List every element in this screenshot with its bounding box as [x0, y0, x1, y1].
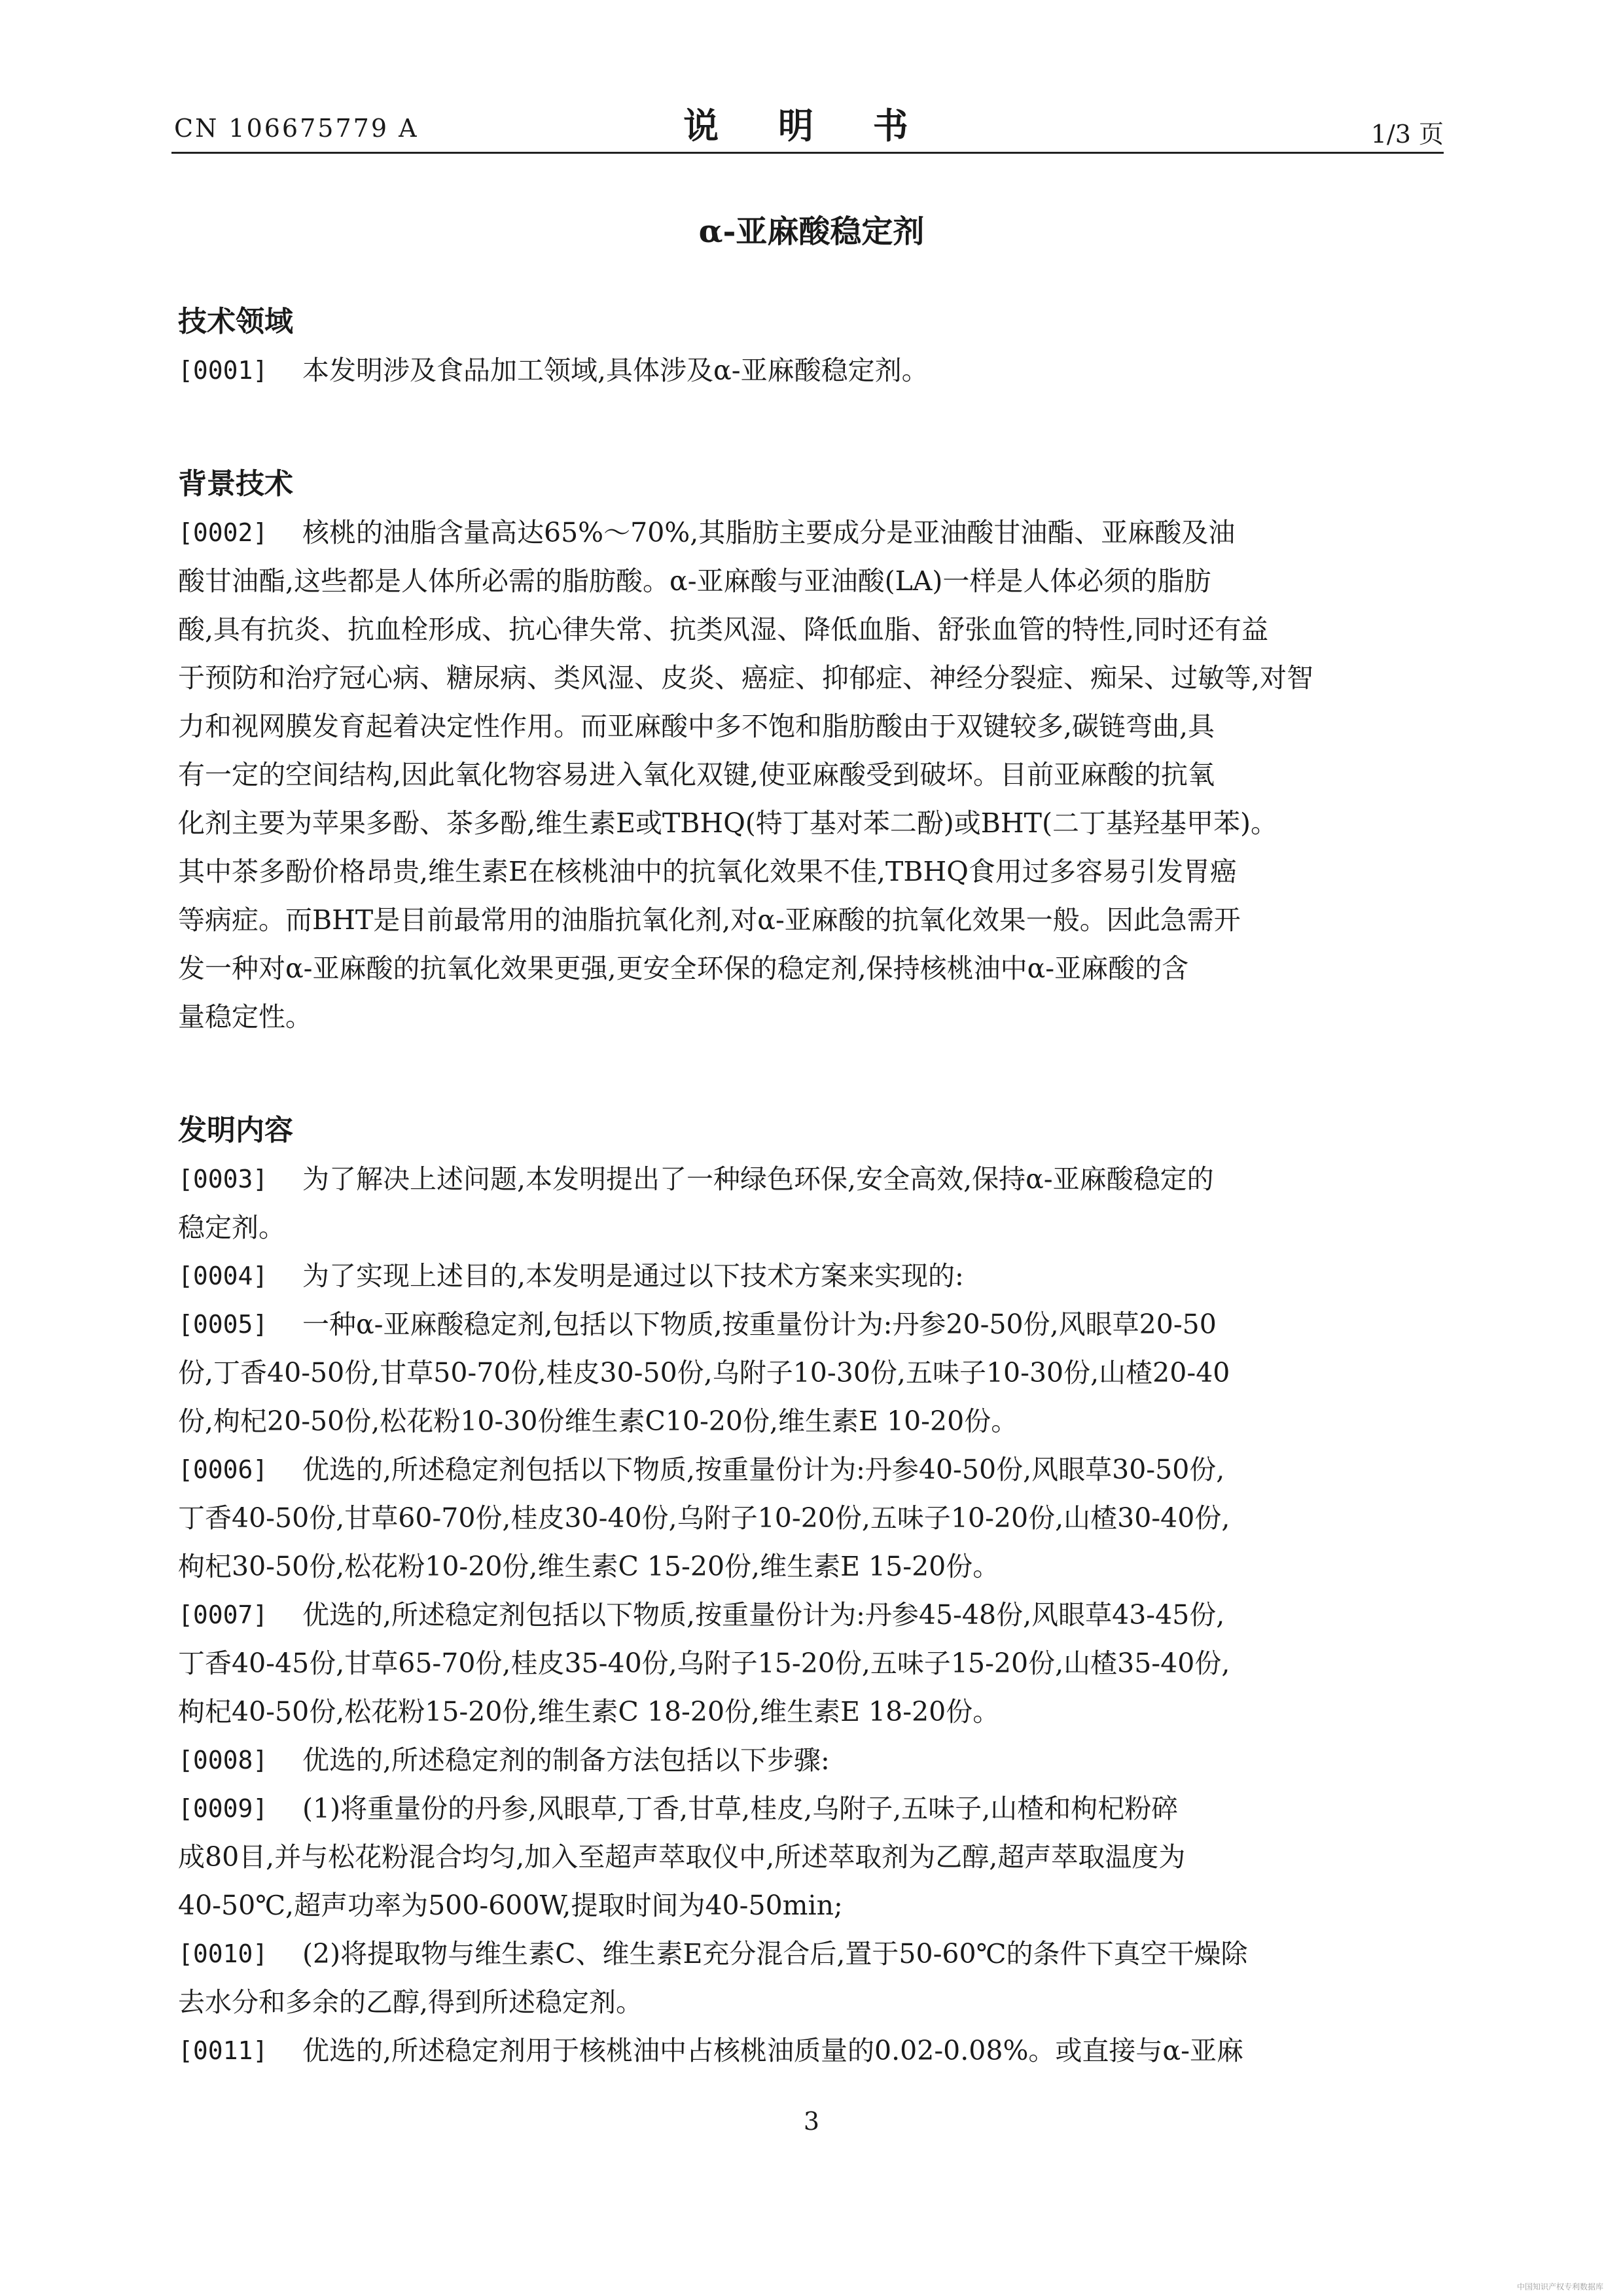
text-line: 丁香40-50份,甘草60-70份,桂皮30-40份,乌附子10-20份,五味子10-20份,山楂30-40份, [178, 1502, 1230, 1534]
text-line: 发一种对α-亚麻酸的抗氧化效果更强,更安全环保的稳定剂,保持核桃油中α-亚麻酸的含 [178, 953, 1189, 984]
page-number: 3 [803, 2107, 820, 2136]
text-line: 成80目,并与松花粉混合均匀,加入至超声萃取仪中,所述萃取剂为乙醇,超声萃取温度为 [178, 1841, 1186, 1873]
text-line: (1)将重量份的丹参,风眼草,丁香,甘草,桂皮,乌附子,五味子,山楂和枸杞粉碎 [302, 1793, 1179, 1824]
text-line: 核桃的油脂含量高达65%～70%,其脂肪主要成分是亚油酸甘油酯、亚麻酸及油 [302, 517, 1236, 548]
text-line: 优选的,所述稳定剂包括以下物质,按重量份计为:丹参40-50份,风眼草30-50份, [302, 1454, 1225, 1485]
text-line: (2)将提取物与维生素C、维生素E充分混合后,置于50-60℃的条件下真空干燥除 [302, 1938, 1248, 1969]
paragraph [178, 1155, 1448, 1203]
text-line: 力和视网膜发育起着决定性作用。而亚麻酸中多不饱和脂肪酸由于双键较多,碳链弯曲,具 [178, 711, 1215, 742]
page-indicator: 1/3 页 [1370, 120, 1444, 149]
paragraph-number: [0003] [178, 1165, 268, 1193]
watermark: 中国知识产权专利数据库 [1516, 2282, 1603, 2291]
doc-number: CN 106675779 A [174, 114, 419, 143]
text-line: 枸杞30-50份,松花粉10-20份,维生素C 15-20份,维生素E 15-20份。 [178, 1551, 1000, 1582]
paragraph [178, 1252, 1448, 1300]
section-heading: 背景技术 [178, 467, 293, 501]
text-line: 有一定的空间结构,因此氧化物容易进入氧化双键,使亚麻酸受到破坏。目前亚麻酸的抗氧 [178, 759, 1215, 790]
paragraph-number: [0009] [178, 1794, 268, 1823]
paragraph [178, 1784, 1448, 1833]
text-line: 其中茶多酚价格昂贵,维生素E在核桃油中的抗氧化效果不佳,TBHQ食用过多容易引发胃癌 [178, 856, 1237, 887]
text-line: 化剂主要为苹果多酚、茶多酚,维生素E或TBHQ(特丁基对苯二酚)或BHT(二丁基羟基甲苯)。 [178, 807, 1278, 839]
paragraph-number: [0005] [178, 1310, 268, 1339]
paragraph-number: [0002] [178, 518, 268, 547]
paragraph [178, 1930, 1448, 1978]
paragraph-number: [0007] [178, 1600, 268, 1629]
section-heading: 技术领域 [178, 305, 293, 338]
text-line: 40-50℃,超声功率为500-600W,提取时间为40-50min; [178, 1890, 843, 1921]
text-line: 一种α-亚麻酸稳定剂,包括以下物质,按重量份计为:丹参20-50份,风眼草20-50 [302, 1309, 1217, 1340]
text-line: 优选的,所述稳定剂的制备方法包括以下步骤: [302, 1744, 830, 1776]
text-line: 去水分和多余的乙醇,得到所述稳定剂。 [178, 1987, 643, 2018]
text-line: 酸,具有抗炎、抗血栓形成、抗心律失常、抗类风湿、降低血脂、舒张血管的特性,同时还有益 [178, 614, 1269, 645]
paragraph [178, 1591, 1448, 1639]
text-line: 本发明涉及食品加工领域,具体涉及α-亚麻酸稳定剂。 [302, 355, 929, 386]
paragraph-number: [0004] [178, 1262, 268, 1290]
paragraph-number: [0006] [178, 1455, 268, 1484]
text-line: 等病症。而BHT是目前最常用的油脂抗氧化剂,对α-亚麻酸的抗氧化效果一般。因此急需开 [178, 904, 1241, 936]
paragraph [178, 508, 1448, 557]
text-line: 于预防和治疗冠心病、糖尿病、类风湿、皮炎、癌症、抑郁症、神经分裂症、痴呆、过敏等,对智 [178, 662, 1314, 694]
text-line: 量稳定性。 [178, 1001, 312, 1033]
paragraph [178, 2026, 1448, 2075]
paragraph-number: [0001] [178, 356, 268, 385]
paragraph-number: [0008] [178, 1746, 268, 1775]
text-line: 份,丁香40-50份,甘草50-70份,桂皮30-50份,乌附子10-30份,五味子10-30份,山楂20-40 [178, 1357, 1230, 1388]
paragraph-continuation [178, 557, 1448, 1041]
text-line: 为了解决上述问题,本发明提出了一种绿色环保,安全高效,保持α-亚麻酸稳定的 [302, 1163, 1214, 1195]
text-line: 优选的,所述稳定剂包括以下物质,按重量份计为:丹参45-48份,风眼草43-45份, [302, 1599, 1225, 1631]
paragraph [178, 1300, 1448, 1349]
text-line: 稳定剂。 [178, 1212, 285, 1243]
paragraph [178, 346, 1448, 395]
text-line: 份,枸杞20-50份,松花粉10-30份维生素C10-20份,维生素E 10-20份。 [178, 1405, 1018, 1437]
text-line: 酸甘油酯,这些都是人体所必需的脂肪酸。α-亚麻酸与亚油酸(LA)一样是人体必须的脂肪 [178, 565, 1211, 597]
text-line: 枸杞40-50份,松花粉15-20份,维生素C 18-20份,维生素E 18-20份。 [178, 1696, 1000, 1727]
paragraph-number: [0010] [178, 1939, 268, 1968]
paragraph [178, 1445, 1448, 1494]
text-line: 丁香40-45份,甘草65-70份,桂皮35-40份,乌附子15-20份,五味子15-20份,山楂35-40份, [178, 1648, 1230, 1679]
paragraph [178, 1736, 1448, 1784]
document-body [178, 298, 1448, 2075]
text-line: 为了实现上述目的,本发明是通过以下技术方案来实现的: [302, 1260, 964, 1292]
paragraph-number: [0011] [178, 2036, 268, 2065]
text-line: 优选的,所述稳定剂用于核桃油中占核桃油质量的0.02-0.08%。或直接与α-亚麻 [302, 2035, 1243, 2066]
header-title: 说 明 书 [683, 105, 932, 147]
page-header [171, 98, 1444, 150]
header-rule [171, 152, 1444, 154]
document-title: α-亚麻酸稳定剂 [698, 213, 925, 250]
section-heading: 发明内容 [178, 1114, 293, 1147]
